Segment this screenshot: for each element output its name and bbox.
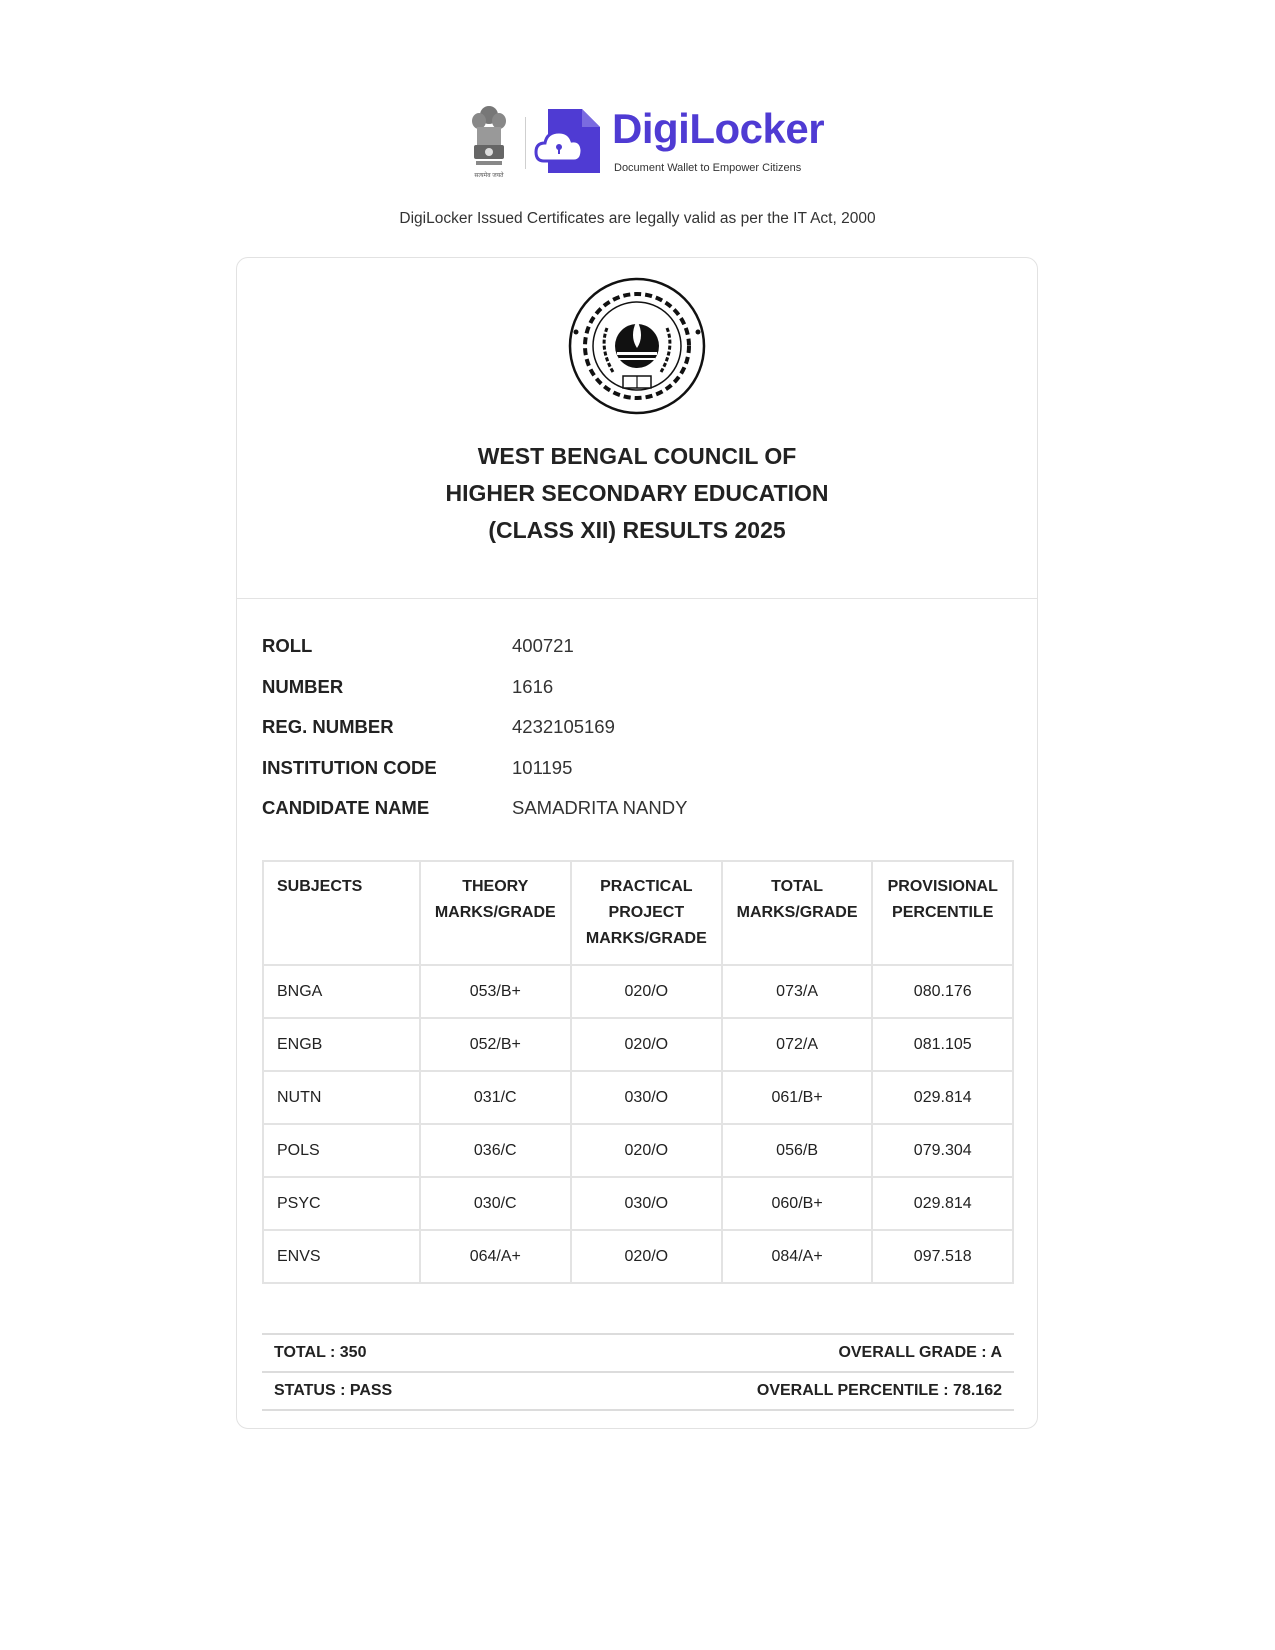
overall-grade: OVERALL GRADE : A — [838, 1344, 1002, 1361]
result-status: STATUS : PASS — [274, 1382, 393, 1399]
board-title-line: (CLASS XII) RESULTS 2025 — [488, 517, 786, 543]
column-header — [571, 861, 722, 965]
board-title-line: HIGHER SECONDARY EDUCATION — [445, 480, 829, 506]
column-header-line: MARKS/GRADE — [736, 904, 858, 921]
info-value: 1616 — [512, 675, 554, 697]
info-label: INSTITUTION CODE — [262, 756, 437, 778]
table-cell: 030/O — [571, 1177, 722, 1230]
table-cell: 020/O — [571, 1124, 722, 1177]
table-cell: 081.105 — [872, 1018, 1013, 1071]
info-value: SAMADRITA NANDY — [512, 797, 688, 819]
info-value: 400721 — [512, 635, 574, 657]
info-label: ROLL — [262, 635, 313, 657]
result-summary — [262, 1333, 1014, 1411]
info-row-roll — [262, 626, 687, 667]
summary-row — [262, 1371, 1014, 1411]
info-label: NUMBER — [262, 675, 344, 697]
table-cell: 060/B+ — [722, 1177, 873, 1230]
table-cell: 079.304 — [872, 1124, 1013, 1177]
table-cell: 020/O — [571, 965, 722, 1018]
column-header-line: PROJECT — [608, 904, 685, 921]
info-row-institution-code — [262, 748, 687, 789]
table-header-row — [263, 861, 1013, 965]
column-header — [872, 861, 1013, 965]
column-header-line: TOTAL — [771, 878, 823, 895]
column-header-line: PERCENTILE — [892, 904, 994, 921]
table-cell: 036/C — [420, 1124, 571, 1177]
info-row-number — [262, 667, 687, 708]
subject-code: POLS — [263, 1124, 420, 1177]
table-cell: 064/A+ — [420, 1230, 571, 1283]
subject-code: ENVS — [263, 1230, 420, 1283]
info-label: CANDIDATE NAME — [262, 797, 430, 819]
national-emblem-icon — [466, 101, 512, 181]
subject-code: NUTN — [263, 1071, 420, 1124]
wbchse-seal-icon — [567, 276, 707, 416]
column-header-line: MARKS/GRADE — [434, 904, 556, 921]
info-row-candidate-name — [262, 788, 687, 829]
table-cell: 052/B+ — [420, 1018, 571, 1071]
info-label: REG. NUMBER — [262, 716, 394, 738]
marks-table — [262, 860, 1014, 1284]
subject-code: PSYC — [263, 1177, 420, 1230]
info-value: 101195 — [512, 756, 573, 778]
info-value: 4232105169 — [512, 716, 615, 738]
table-cell: 031/C — [420, 1071, 571, 1124]
column-header-line: PROVISIONAL — [887, 878, 998, 895]
candidate-info — [262, 626, 687, 829]
table-cell: 072/A — [722, 1018, 873, 1071]
table-cell: 073/A — [722, 965, 873, 1018]
column-header — [263, 861, 420, 965]
table-cell: 080.176 — [872, 965, 1013, 1018]
column-header — [420, 861, 571, 965]
brand-tagline: Document Wallet to Empower Citizens — [614, 162, 802, 174]
svg-text:सत्यमेव जयते: सत्यमेव जयते — [474, 173, 504, 179]
table-cell: 097.518 — [872, 1230, 1013, 1283]
table-cell: 030/O — [571, 1071, 722, 1124]
digilocker-header — [0, 95, 1275, 185]
table-row — [263, 1230, 1013, 1283]
table-row — [263, 965, 1013, 1018]
table-row — [263, 1018, 1013, 1071]
subject-code: ENGB — [263, 1018, 420, 1071]
board-title — [237, 438, 1037, 549]
table-cell: 084/A+ — [722, 1230, 873, 1283]
column-header-line: SUBJECTS — [277, 878, 363, 895]
column-header-line: PRACTICAL — [600, 878, 693, 895]
board-title-line: WEST BENGAL COUNCIL OF — [477, 443, 797, 469]
total-marks: TOTAL : 350 — [274, 1344, 367, 1361]
legal-notice: DigiLocker Issued Certificates are legally valid as per the IT Act, 2000 — [399, 210, 876, 227]
summary-row — [262, 1333, 1014, 1371]
subject-code: BNGA — [263, 965, 420, 1018]
header-divider — [525, 117, 526, 169]
table-cell: 029.814 — [872, 1071, 1013, 1124]
column-header — [722, 861, 873, 965]
table-row — [263, 1177, 1013, 1230]
result-certificate-card — [236, 257, 1038, 1429]
digilocker-logo-icon — [534, 105, 606, 177]
brand-name: DigiLocker — [612, 105, 825, 152]
table-cell: 061/B+ — [722, 1071, 873, 1124]
table-cell: 029.814 — [872, 1177, 1013, 1230]
table-cell: 056/B — [722, 1124, 873, 1177]
table-cell: 030/C — [420, 1177, 571, 1230]
table-cell: 020/O — [571, 1230, 722, 1283]
overall-percentile: OVERALL PERCENTILE : 78.162 — [756, 1382, 1002, 1399]
column-header-line: MARKS/GRADE — [585, 930, 707, 947]
info-row-reg-number — [262, 707, 687, 748]
table-cell: 020/O — [571, 1018, 722, 1071]
column-header-line: THEORY — [462, 878, 529, 895]
table-cell: 053/B+ — [420, 965, 571, 1018]
section-divider — [237, 598, 1037, 599]
table-row — [263, 1071, 1013, 1124]
table-row — [263, 1124, 1013, 1177]
